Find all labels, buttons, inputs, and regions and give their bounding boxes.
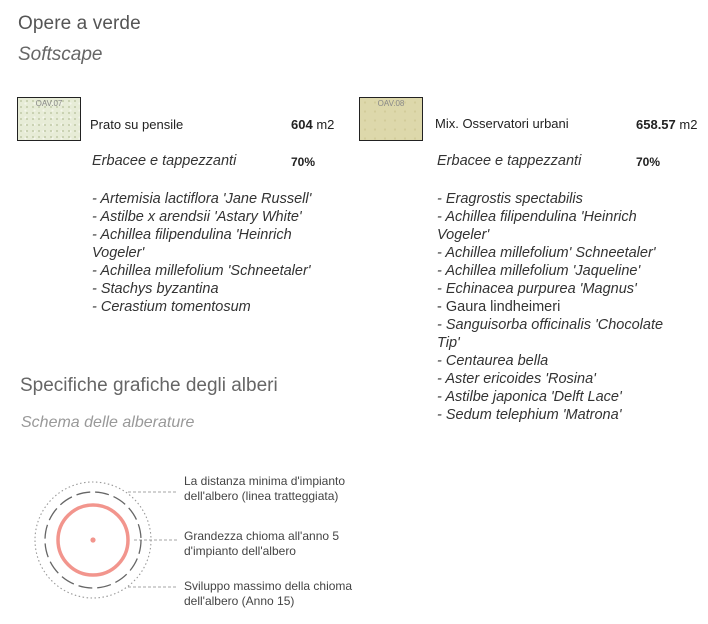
plant-item: - Astilbe japonica 'Delft Lace' [437,389,622,405]
trees-subtitle: Schema delle alberature [21,414,195,431]
trees-title: Specifiche grafiche degli alberi [20,375,278,396]
section-title: Opere a verde [18,13,141,34]
item-name: Mix. Osservatori urbani [435,116,569,131]
legend-max-crown: Sviluppo massimo della chioma dell'albero (Anno 15) [184,579,353,608]
legend-crown-year5: Grandezza chioma all'anno 5 d'impianto dell'albero [184,529,340,558]
plant-item: - Sedum telephium 'Matrona' [437,407,622,423]
plant-item: - Achillea filipendulina 'Heinrich Vogeler' [437,209,637,243]
item-percent: 70% [636,155,661,169]
area-value: 604 [291,117,313,132]
material-swatch [359,97,423,141]
plant-item: - Stachys byzantina [92,281,219,297]
plant-item: - Centaurea bella [437,353,549,369]
item-area [636,117,697,132]
plant-list [92,190,332,316]
item-name: Prato su pensile [90,117,184,132]
plant-item: - Sanguisorba officinalis 'Chocolate Tip' [437,317,664,351]
area-value: 658.57 [636,117,676,132]
legend-min-distance: La distanza minima d'impianto dell'albero (linea tratteggiata) [184,474,346,503]
plant-item: - Echinacea purpurea 'Magnus' [437,281,637,297]
plant-item: - Achillea millefolium' Schneetaler' [437,245,656,261]
plant-list [437,190,687,424]
item-percent: 70% [291,155,316,169]
item-category: Erbacee e tappezzanti [92,153,237,169]
plant-item: - Gaura lindheimeri [437,299,561,315]
plant-item: - Achillea millefolium 'Schneetaler' [92,263,311,279]
plant-item: - Aster ericoides 'Rosina' [437,371,596,387]
area-unit: m2 [316,117,335,132]
plant-item: - Achillea millefolium 'Jaqueline' [437,263,641,279]
section-subtitle: Softscape [18,44,103,65]
material-swatch [17,97,81,141]
area-unit: m2 [679,117,698,132]
plant-item: - Artemisia lactiflora 'Jane Russell' [92,191,312,207]
item-category: Erbacee e tappezzanti [437,153,582,169]
swatch-code: OAV.08 [377,99,405,108]
plant-item: - Eragrostis spectabilis [437,191,583,207]
item-area [291,117,334,132]
plant-item: - Cerastium tomentosum [92,299,251,315]
plant-item: - Astilbe x arendsii 'Astary White' [92,209,302,225]
swatch-code: OAV.07 [35,99,63,108]
plant-item: - Achillea filipendulina 'Heinrich Vogeler' [92,227,292,261]
trunk-dot [90,537,95,542]
